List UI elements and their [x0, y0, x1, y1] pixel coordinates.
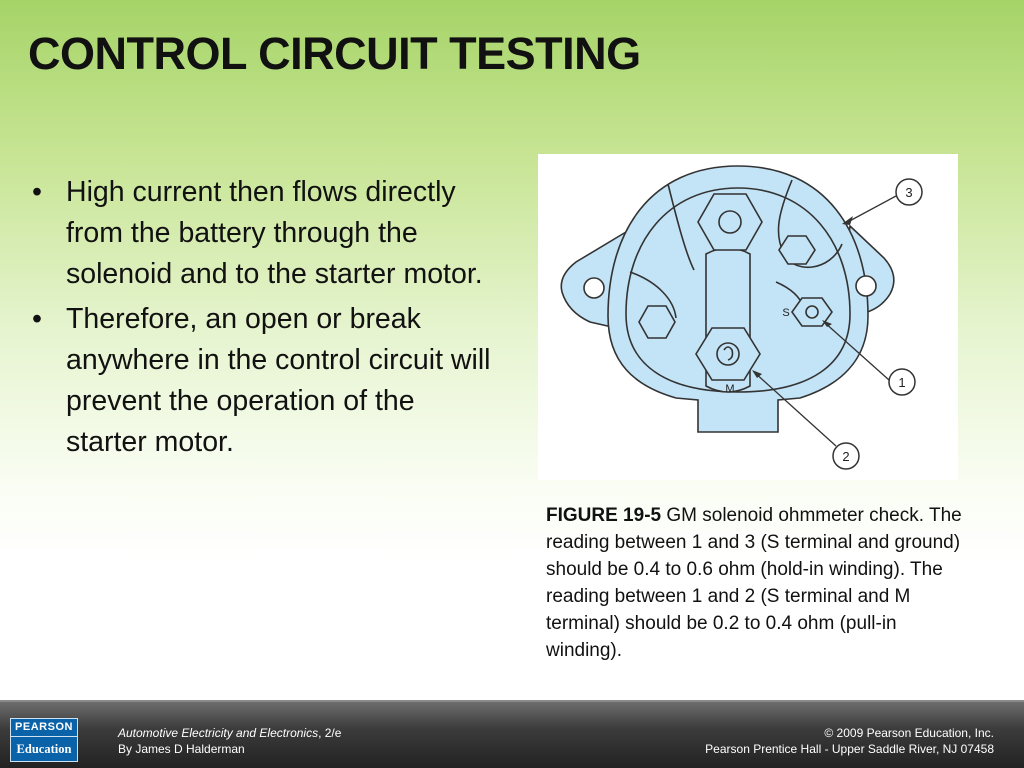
bullet-item — [28, 299, 498, 463]
s-terminal-label: S — [782, 307, 790, 319]
bullet-glyph: • — [32, 176, 42, 208]
mounting-hole-left — [584, 278, 604, 298]
m-terminal-label: M — [725, 383, 735, 395]
logo-education-text: Education — [16, 742, 72, 756]
footer-copyright: © 2009 Pearson Education, Inc. — [824, 726, 994, 740]
footer-publisher-info — [705, 725, 994, 757]
bullet-text: Therefore, an open or break anywhere in the control circuit will prevent the operation of the starter motor. — [66, 303, 491, 458]
bullet-item — [28, 172, 498, 295]
figure-caption-text: GM solenoid ohmmeter check. The reading between 1 and 3 (S terminal and ground) should be 0.4 to 0.6 ohm (hold-in winding). The reading between 1 and 2 (S terminal and M terminal) should be 0.2 to 0.4 ohm (pull-in winding). — [546, 505, 962, 661]
mounting-hole-right — [856, 276, 876, 296]
footer-author: By James D Halderman — [118, 742, 245, 756]
slide-title: CONTROL CIRCUIT TESTING — [28, 28, 641, 79]
callout-2-label: 2 — [842, 449, 850, 464]
footer-book-title: Automotive Electricity and Electronics — [118, 726, 319, 740]
left-nut — [639, 306, 675, 338]
logo-pearson-text: PEARSON — [11, 721, 77, 737]
footer-book-info — [118, 725, 341, 757]
bullet-list — [28, 172, 498, 467]
ground-nut — [779, 236, 815, 264]
figure-caption-label: FIGURE 19-5 — [546, 505, 662, 526]
solenoid-illustration — [538, 154, 958, 480]
bullet-text: High current then flows directly from the battery through the solenoid and to the starter motor. — [66, 176, 483, 290]
footer-edition: , 2/e — [318, 726, 342, 740]
footer-publisher: Pearson Prentice Hall - Upper Saddle River, NJ 07458 — [705, 742, 994, 756]
figure-caption — [546, 502, 971, 664]
callout-3-label: 3 — [905, 185, 913, 200]
callout-1-label: 1 — [898, 375, 906, 390]
bullet-glyph: • — [32, 303, 42, 335]
pearson-logo — [10, 718, 78, 762]
footer-bar — [0, 700, 1024, 768]
solenoid-diagram — [538, 154, 958, 480]
